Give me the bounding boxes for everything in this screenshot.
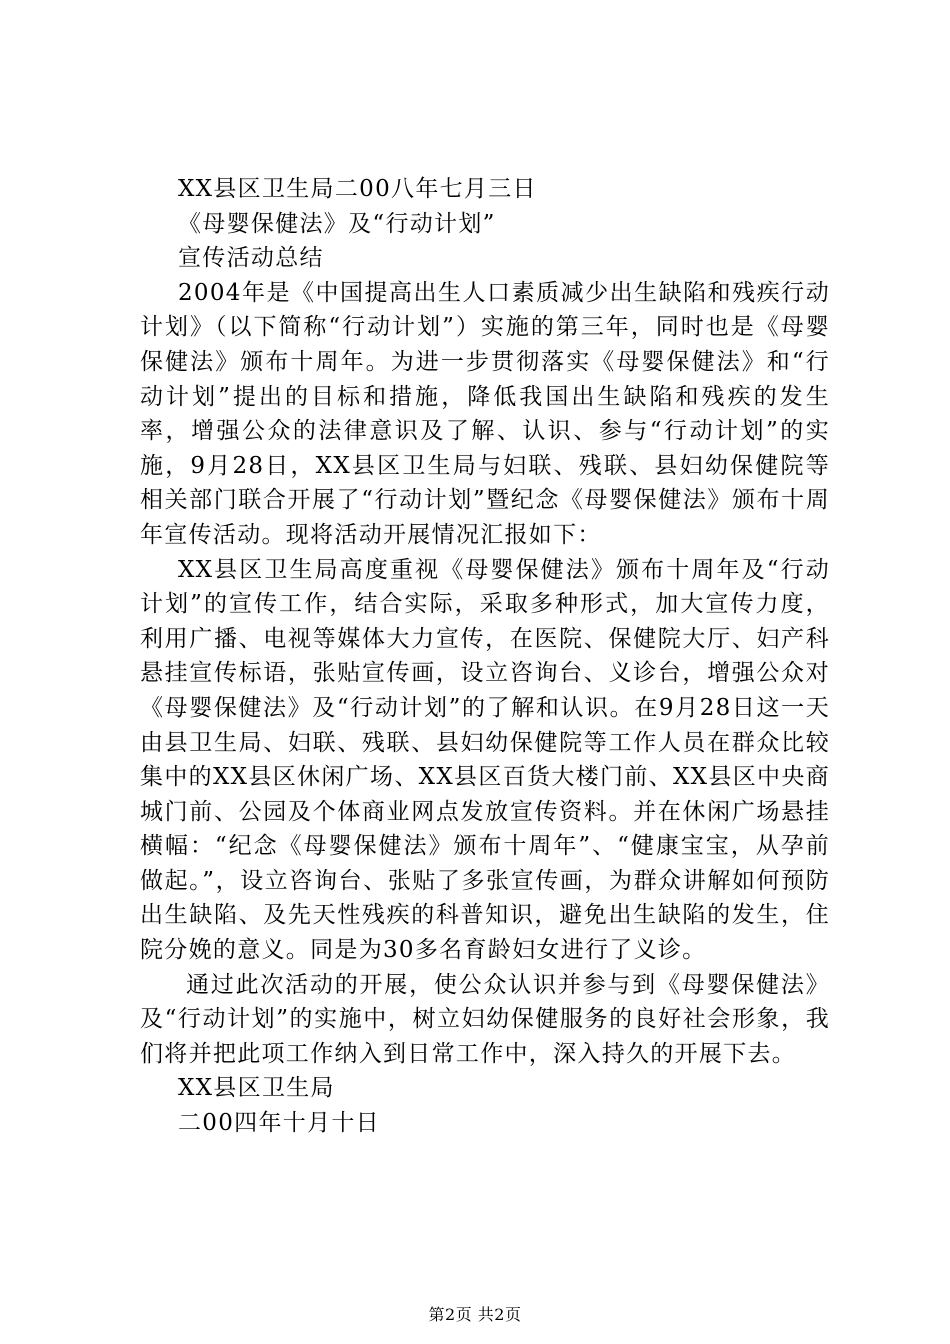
signature-date: 二00四年十月十日 [178, 1110, 380, 1137]
date-header: XX县区卫生局二00八年七月三日 [178, 176, 537, 202]
paragraph-conclusion: 通过此次活动的开展，使公众认识并参与到《母婴保健法》及“行动计划”的实施中，树立妇幼保健服务的良好社会形象，我们将并把此项工作纳入到日常工作中，深入持久的开展下去。 [140, 971, 830, 1067]
paragraph-intro: 2004年是《中国提高出生人口素质减少出生缺陷和残疾行动计划》（以下简称“行动计划”）实施的第三年，同时也是《母婴保健法》颁布十周年。为进一步贯彻落实《母婴保健法》和“行动计划”提出的目标和措施，降低我国出生缺陷和残疾的发生率，增强公众的法律意识及了解、认识、参与“行动计划”的实施，9月28日，XX县区卫生局与妇联、残联、县妇幼保健院等相关部门联合开展了“行动计划”暨纪念《母婴保健法》颁布十周年宣传活动。现将活动开展情况汇报如下： [140, 279, 830, 548]
paragraph-activities: XX县区卫生局高度重视《母婴保健法》颁布十周年及“行动计划”的宣传工作，结合实际，采取多种形式，加大宣传力度，利用广播、电视等媒体大力宣传，在医院、保健院大厅、妇产科悬挂宣传标语，张贴宣传画，设立咨询台、义诊台，增强公众对《母婴保健法》及“行动计划”的了解和认识。在9月28日这一天由县卫生局、妇联、残联、县妇幼保健院等工作人员在群众比较集中的XX县区休闲广场、XX县区百货大楼门前、XX县区中央商城门前、公园及个体商业网点发放宣传资料。并在休闲广场悬挂横幅：“纪念《母婴保健法》颁布十周年”、“健康宝宝，从孕前做起。”，设立咨询台、张贴了多张宣传画，为群众讲解如何预防出生缺陷、及先天性残疾的科普知识，避免出生缺陷的发生，住院分娩的意义。同是为30多名育龄妇女进行了义诊。 [140, 556, 830, 964]
document-title-line-1: 《母婴保健法》及“行动计划” [178, 210, 496, 237]
page-number-footer: 第2页 共2页 [428, 1305, 522, 1324]
document-body [140, 172, 830, 1141]
signature-org: XX县区卫生局 [178, 1075, 335, 1102]
document-title-line-2: 宣传活动总结 [178, 245, 324, 272]
